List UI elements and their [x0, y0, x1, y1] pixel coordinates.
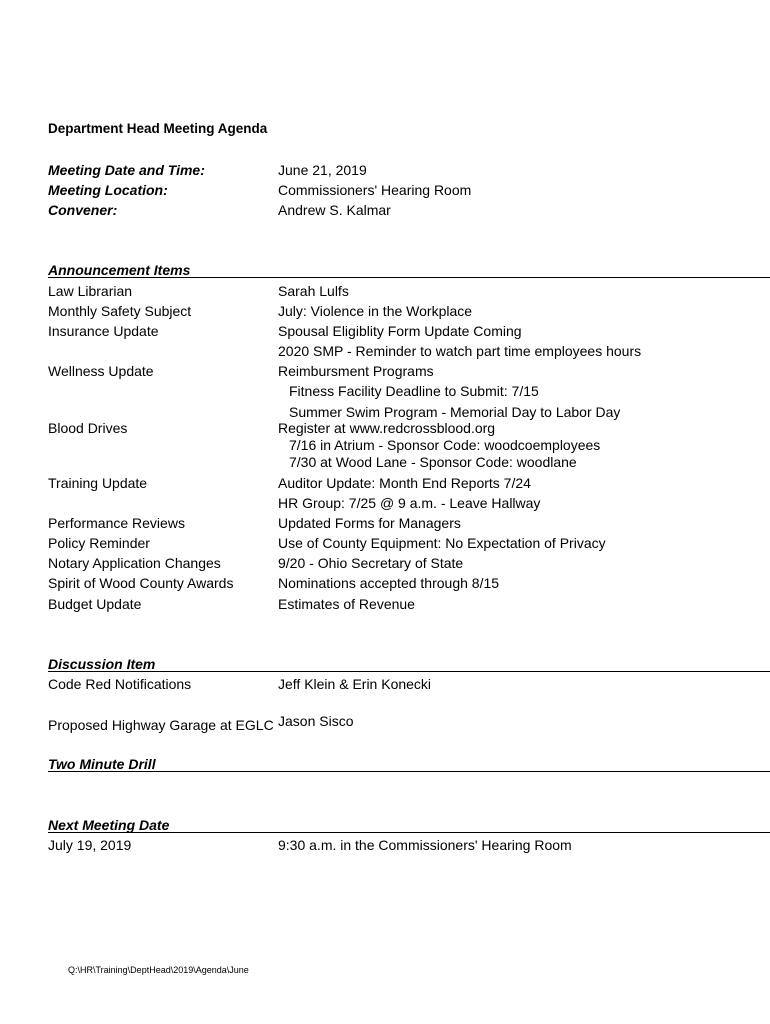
convener-value: Andrew S. Kalmar — [278, 202, 391, 218]
agenda-item-label: Performance Reviews — [48, 515, 185, 531]
section-divider — [48, 671, 770, 672]
next-meeting-heading: Next Meeting Date — [48, 817, 170, 833]
agenda-item-label: Blood Drives — [48, 420, 128, 436]
agenda-item-value: 2020 SMP - Reminder to watch part time employees hours — [278, 343, 642, 359]
agenda-item-value: Updated Forms for Managers — [278, 515, 461, 531]
drill-heading: Two Minute Drill — [48, 756, 156, 772]
meeting-location-label: Meeting Location: — [48, 182, 168, 198]
agenda-item-value: Fitness Facility Deadline to Submit: 7/15 — [289, 383, 539, 399]
agenda-item-value: Sarah Lulfs — [278, 283, 349, 299]
agenda-item-label: Code Red Notifications — [48, 676, 192, 692]
agenda-item-label: Wellness Update — [48, 363, 154, 379]
agenda-item-label: Notary Application Changes — [48, 555, 221, 571]
agenda-item-value: 9/20 - Ohio Secretary of State — [278, 555, 464, 571]
discussion-heading: Discussion Item — [48, 656, 156, 672]
agenda-item-label: Training Update — [48, 475, 148, 491]
agenda-item-value: Nominations accepted through 8/15 — [278, 575, 500, 591]
page-title: Department Head Meeting Agenda — [48, 121, 268, 136]
agenda-item-value: Spousal Eligiblity Form Update Coming — [278, 323, 522, 339]
file-path-footer: Q:\HR\Training\DeptHead\2019\Agenda\June — [68, 965, 249, 975]
section-divider — [48, 832, 770, 833]
section-divider — [48, 771, 770, 772]
agenda-item-label: Monthly Safety Subject — [48, 303, 192, 319]
meeting-date-value: June 21, 2019 — [278, 162, 367, 178]
section-divider — [48, 277, 770, 278]
agenda-item-label: Spirit of Wood County Awards — [48, 575, 234, 591]
agenda-item-value: Auditor Update: Month End Reports 7/24 — [278, 475, 531, 491]
agenda-item-value: Jason Sisco — [278, 713, 354, 729]
agenda-item-value: HR Group: 7/25 @ 9 a.m. - Leave Hallway — [278, 495, 541, 511]
agenda-item-label: Insurance Update — [48, 323, 159, 339]
agenda-item-label: Proposed Highway Garage at EGLC — [48, 717, 274, 733]
announcements-heading: Announcement Items — [48, 262, 191, 278]
agenda-item-value: Use of County Equipment: No Expectation of Privacy — [278, 535, 606, 551]
convener-label: Convener: — [48, 202, 118, 218]
agenda-item-label: Budget Update — [48, 596, 142, 612]
agenda-item-label: Policy Reminder — [48, 535, 150, 551]
next-meeting-date: July 19, 2019 — [48, 837, 132, 853]
meeting-location-value: Commissioners' Hearing Room — [278, 182, 472, 198]
agenda-item-value: Summer Swim Program - Memorial Day to Labor Day — [289, 404, 621, 420]
agenda-item-value: July: Violence in the Workplace — [278, 303, 473, 319]
agenda-item-value: 7/30 at Wood Lane - Sponsor Code: woodlane — [289, 454, 577, 470]
agenda-item-value: Jeff Klein & Erin Konecki — [278, 676, 432, 692]
agenda-item-label: Law Librarian — [48, 283, 133, 299]
agenda-item-value: Estimates of Revenue — [278, 596, 415, 612]
agenda-item-value: 7/16 in Atrium - Sponsor Code: woodcoemployees — [289, 437, 601, 453]
agenda-item-value: Register at www.redcrossblood.org — [278, 420, 496, 436]
agenda-item-value: Reimbursment Programs — [278, 363, 434, 379]
next-meeting-place: 9:30 a.m. in the Commissioners' Hearing Room — [278, 837, 572, 853]
meeting-date-label: Meeting Date and Time: — [48, 162, 205, 178]
